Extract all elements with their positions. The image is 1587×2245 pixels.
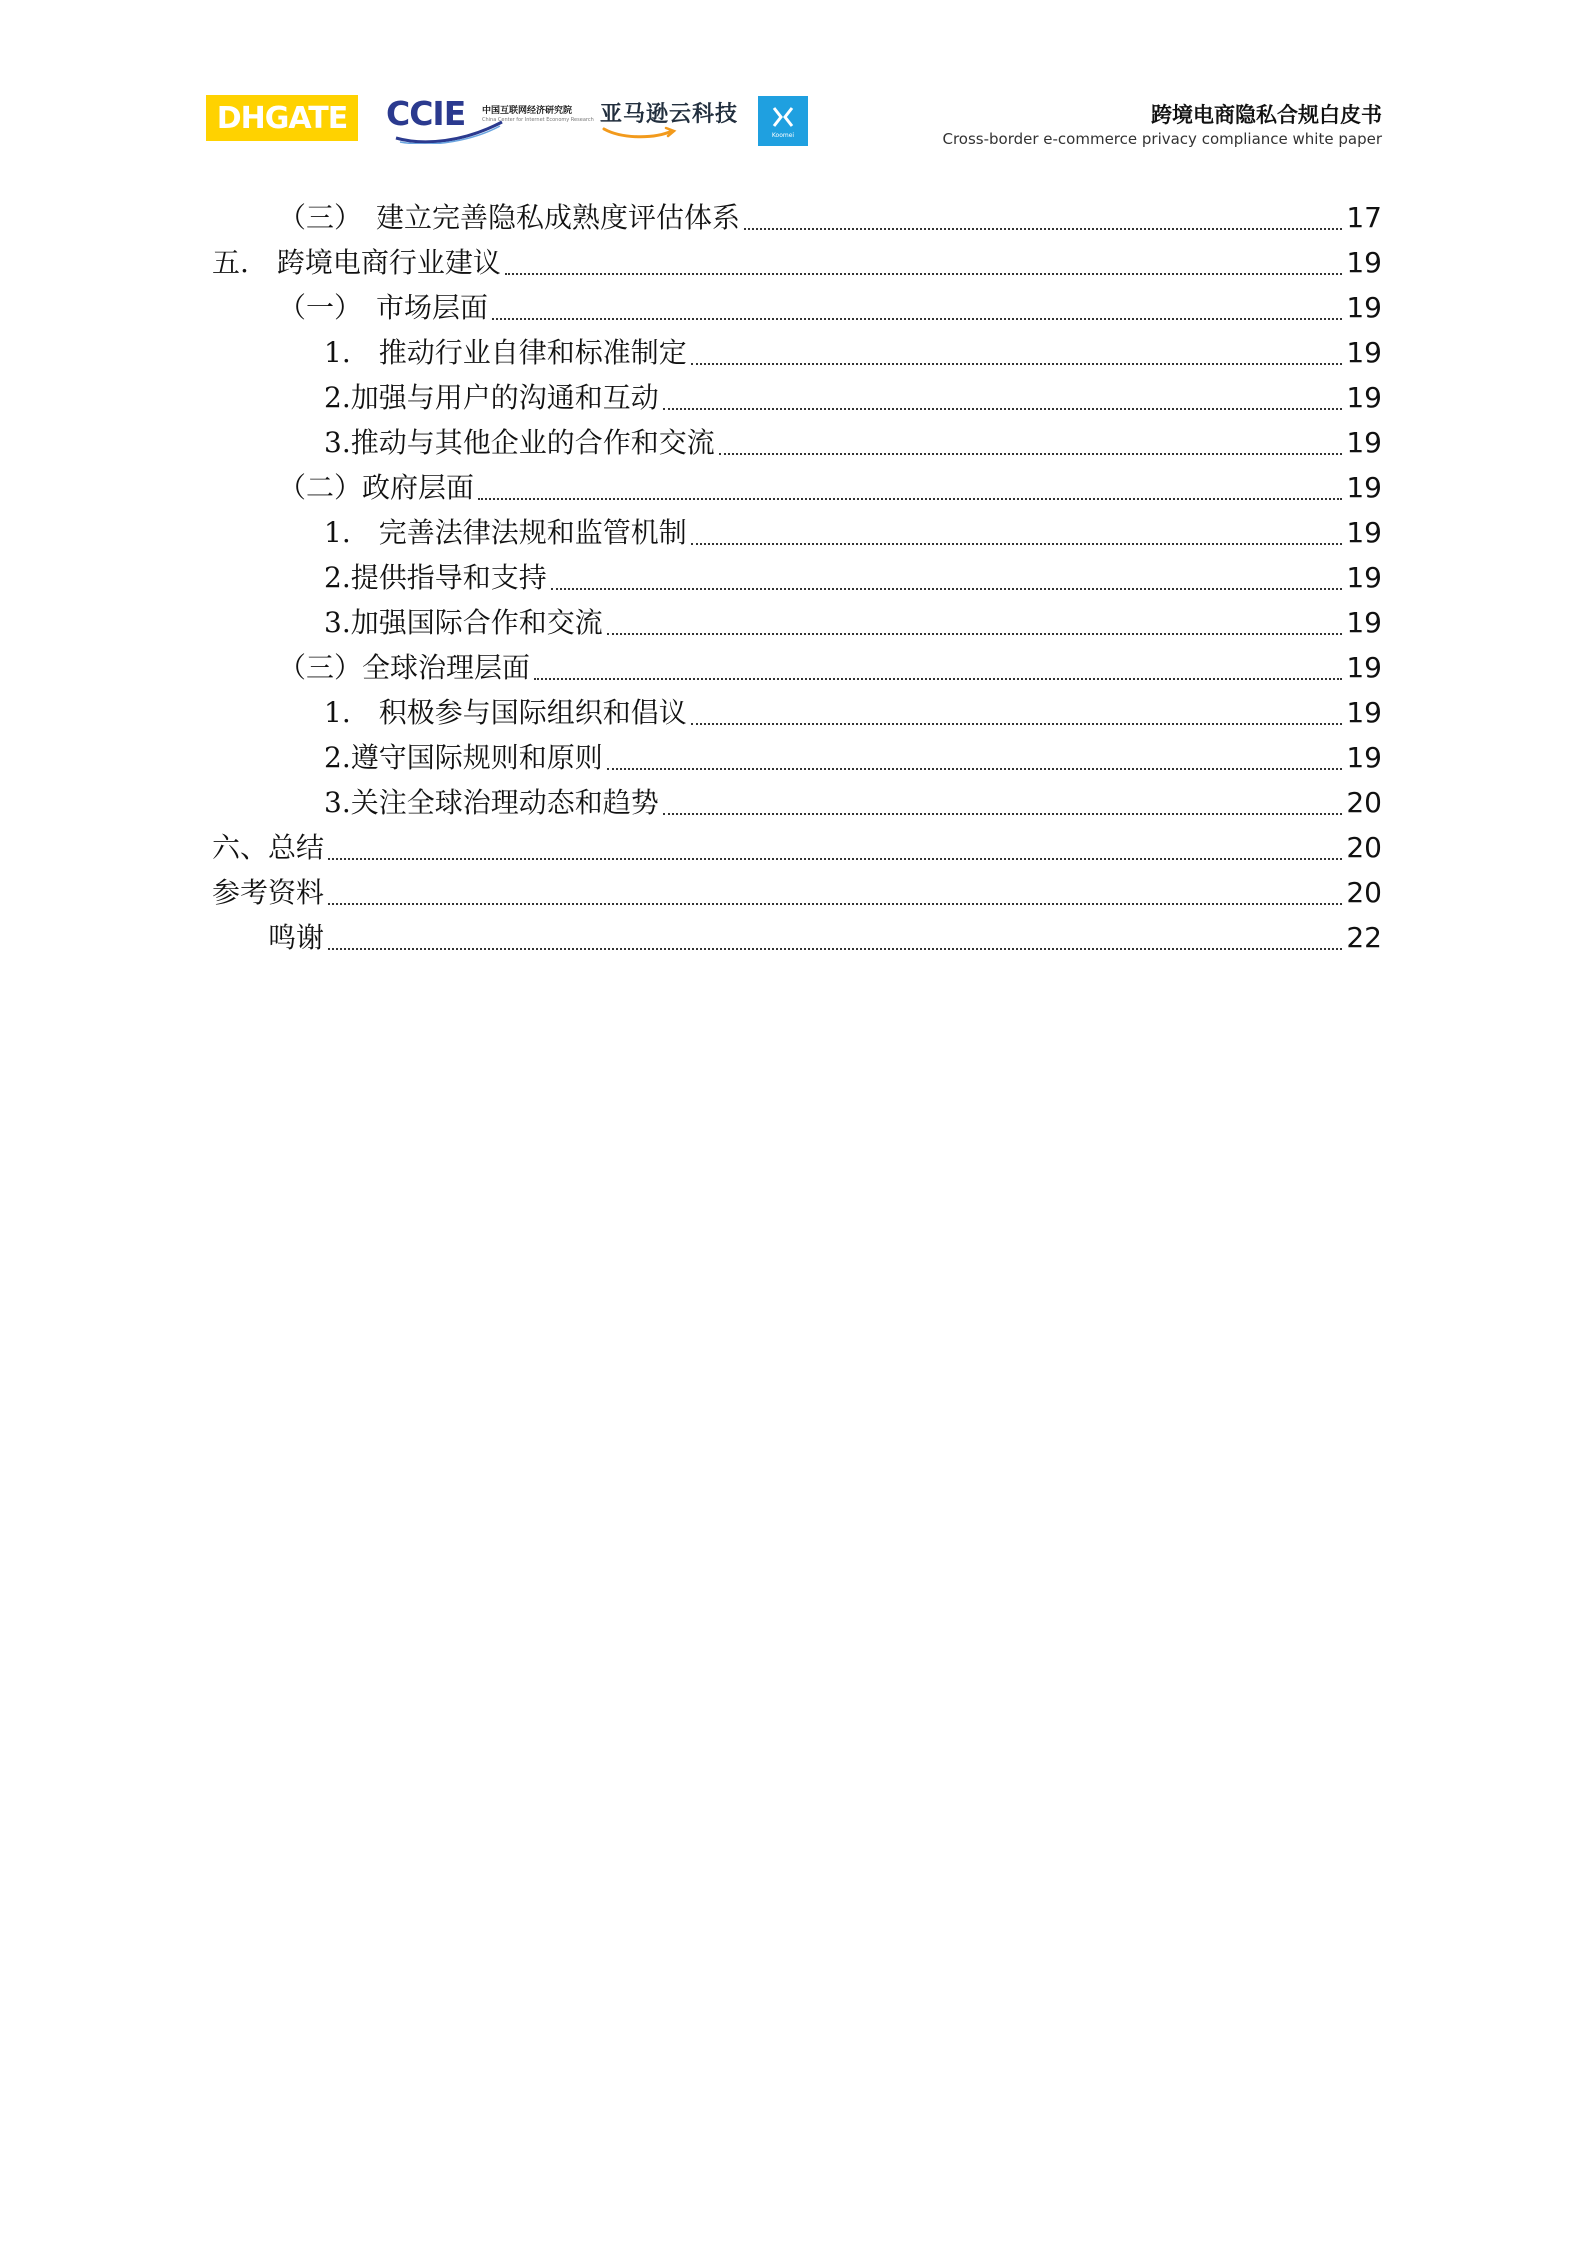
table-of-contents [212,193,1382,958]
toc-entry[interactable] [212,913,1382,958]
koomei-logo-text: Koomei [771,132,795,139]
amazon-smile-icon [602,125,680,141]
document-title: 跨境电商隐私合规白皮书 [1151,103,1382,127]
toc-entry-page-number: 20 [1346,876,1382,909]
toc-entry[interactable] [212,328,1382,373]
toc-entry[interactable] [212,418,1382,463]
toc-entry-label: 2.提供指导和支持 [324,561,547,594]
toc-entry-label: 2.遵守国际规则和原则 [324,741,603,774]
toc-dot-leader [691,723,1343,725]
dhgate-logo-text: DHGATE [216,100,348,136]
toc-entry[interactable] [212,373,1382,418]
page-header [0,0,1587,160]
toc-entry-page-number: 19 [1346,516,1382,549]
toc-entry-label: （三） 建立完善隐私成熟度评估体系 [278,201,741,234]
toc-dot-leader [551,588,1343,590]
toc-dot-leader [328,903,1342,905]
dhgate-logo [206,95,358,141]
toc-dot-leader [534,678,1342,680]
toc-entry-page-number: 19 [1346,471,1382,504]
ccie-logo [386,90,594,146]
ccie-logo-cn: 中国互联网经济研究院 [482,106,573,116]
toc-dot-leader [328,858,1342,860]
koomei-mark-icon [771,105,795,129]
toc-dot-leader [663,813,1343,815]
toc-dot-leader [328,948,1342,950]
toc-entry-page-number: 20 [1346,831,1382,864]
toc-entry[interactable] [212,508,1382,553]
toc-entry-label: 1. 积极参与国际组织和倡议 [324,696,687,729]
toc-entry-page-number: 19 [1346,606,1382,639]
toc-dot-leader [607,768,1343,770]
toc-dot-leader [505,273,1342,275]
toc-entry-page-number: 19 [1346,426,1382,459]
toc-entry-page-number: 19 [1346,246,1382,279]
ccie-logo-en: China Center for Internet Economy Research [482,117,594,123]
toc-dot-leader [691,363,1343,365]
toc-entry-page-number: 19 [1346,696,1382,729]
toc-entry[interactable] [212,688,1382,733]
toc-dot-leader [719,453,1343,455]
toc-entry-label: （三）全球治理层面 [278,651,531,684]
koomei-logo [758,96,808,146]
toc-dot-leader [691,543,1343,545]
toc-entry[interactable] [212,823,1382,868]
toc-entry-label: 2.加强与用户的沟通和互动 [324,381,659,414]
toc-entry-page-number: 19 [1346,336,1382,369]
ccie-logo-mark: CCIE [386,94,466,133]
toc-entry[interactable] [212,238,1382,283]
toc-entry-page-number: 20 [1346,786,1382,819]
toc-entry-page-number: 22 [1346,921,1382,954]
toc-dot-leader [478,498,1342,500]
amazon-cloud-logo [598,95,746,145]
toc-entry[interactable] [212,643,1382,688]
toc-entry[interactable] [212,778,1382,823]
toc-dot-leader [663,408,1343,410]
toc-entry-page-number: 17 [1346,201,1382,234]
toc-entry-page-number: 19 [1346,561,1382,594]
toc-entry[interactable] [212,733,1382,778]
toc-entry-label: 六、总结 [212,831,325,864]
toc-entry-label: （二）政府层面 [278,471,475,504]
ccie-swoosh-icon [394,120,504,144]
toc-dot-leader [744,228,1342,230]
toc-entry-label: （一） 市场层面 [278,291,489,324]
toc-entry-label: 1. 推动行业自律和标准制定 [324,336,687,369]
document-subtitle: Cross-border e-commerce privacy compliance white paper [942,130,1382,148]
toc-entry[interactable] [212,868,1382,913]
toc-entry-label: 参考资料 [212,876,325,909]
toc-entry-label: 3.关注全球治理动态和趋势 [324,786,659,819]
toc-entry[interactable] [212,553,1382,598]
toc-entry-page-number: 19 [1346,651,1382,684]
toc-entry[interactable] [212,598,1382,643]
toc-entry[interactable] [212,193,1382,238]
toc-entry-label: 1. 完善法律法规和监管机制 [324,516,687,549]
toc-dot-leader [492,318,1342,320]
toc-entry-label: 3.加强国际合作和交流 [324,606,603,639]
toc-entry-label: 3.推动与其他企业的合作和交流 [324,426,715,459]
toc-entry-page-number: 19 [1346,291,1382,324]
amazon-cloud-logo-text: 亚马逊云科技 [600,102,739,127]
toc-entry-page-number: 19 [1346,381,1382,414]
toc-entry-label: 鸣谢 [268,921,325,954]
toc-entry[interactable] [212,463,1382,508]
toc-dot-leader [607,633,1343,635]
toc-entry-label: 五. 跨境电商行业建议 [212,246,501,279]
toc-entry-page-number: 19 [1346,741,1382,774]
toc-entry[interactable] [212,283,1382,328]
